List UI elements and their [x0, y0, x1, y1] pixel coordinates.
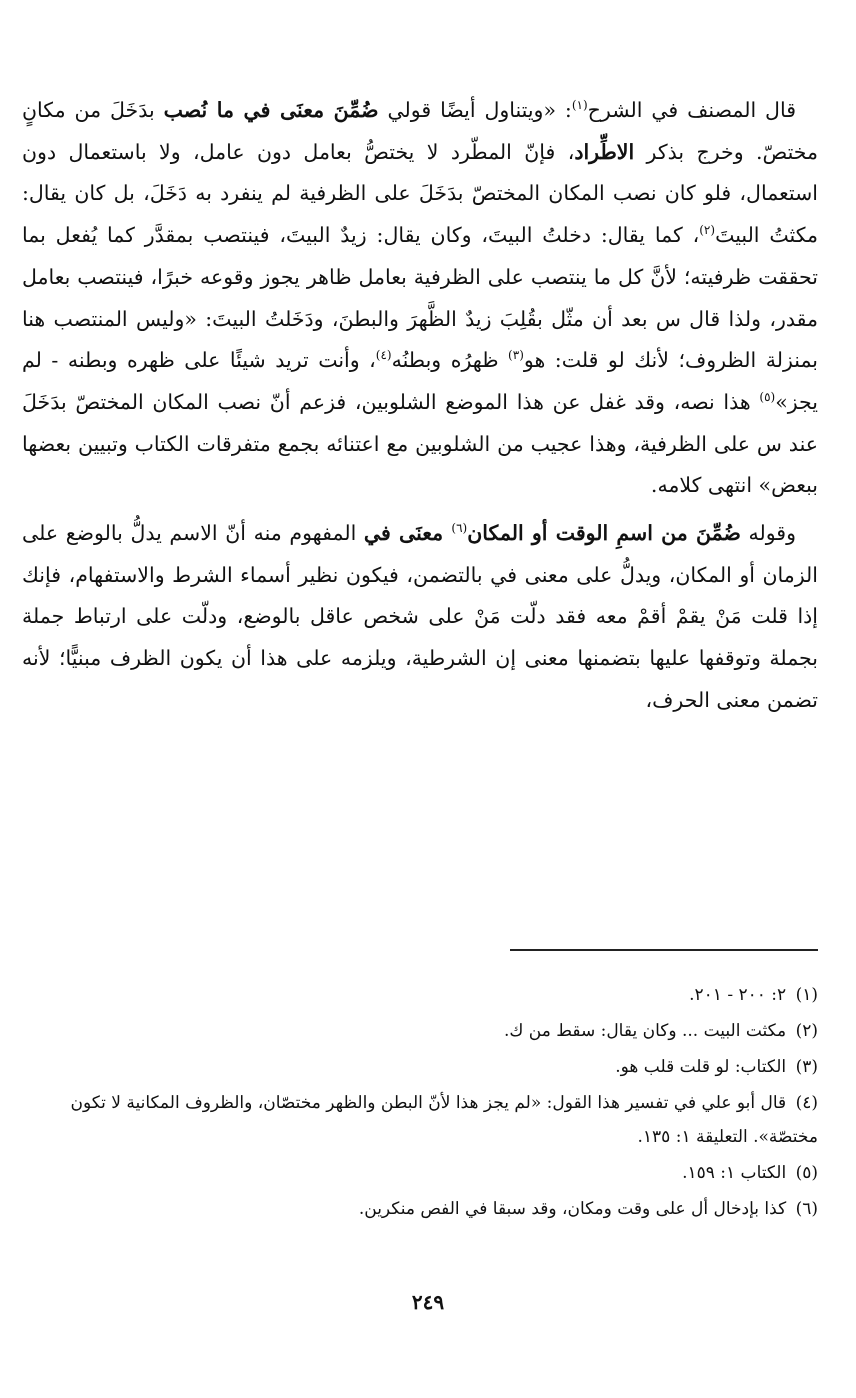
page-number: ٢٤٩ [411, 1290, 445, 1314]
footnote-ref: (٤) [375, 348, 392, 363]
bold-term: ضُمِّنَ معنَى في ما نُصب [163, 98, 379, 122]
footnote-number: (٥) [795, 1163, 818, 1183]
footnote-number: (٦) [795, 1199, 818, 1219]
text-run: بدَخَلَ من مكانٍ مختصّ. وخرج بذكر [22, 98, 818, 164]
footnote-ref: (١) [571, 98, 588, 113]
footnotes [22, 978, 818, 1228]
text-run: ، فإنّ المطّرد لا يختصُّ بعامل دون عامل، ولا باستعمال دون استعمال، فلو كان نصب المكان المختصّ بدَخَلَ على الظرفية لم ينفرد به دَخَلَ، بل كان يقال: مكثتُ البيتَ [22, 139, 818, 248]
footnote [22, 1156, 818, 1190]
paragraph-1 [22, 90, 818, 507]
footnote-number: (١) [795, 985, 818, 1005]
main-text [22, 90, 818, 722]
text-run: ، وأنت تريد شيئًا على ظهره وبطنه - لم يجز» [22, 348, 818, 414]
footnote-ref: (٦) [451, 521, 468, 536]
footnote-ref: (٥) [759, 390, 776, 405]
text-run: هذا نصه، وقد غفل عن هذا الموضع الشلوبين، فزعم أنّ نصب المكان المختصّ بدَخَلَ عند س على الظرفية، وهذا عجيب من الشلوبين مع اعتنائه بجمع متفرقات الكتاب وتبيين بعضها ببعض» انتهى كلامه. [22, 389, 818, 498]
text-run: قال المصنف في الشرح [587, 98, 796, 122]
footnote-ref: (٣) [508, 348, 524, 363]
text-run: المفهوم منه أنّ الاسم يدلُّ بالوضع على الزمان أو المكان، ويدلُّ على معنى في بالتضمن، فيكون نظير أسماء الشرط والاستفهام، فإنك إذا قلت مَنْ يقمْ أقمْ معه فقد دلّت مَنْ على شخص عاقل بالوضع، ودلّت على ارتباط جملة بجملة وتوقفها عليها بتضمنها معنى إن الشرطية، ويلزمه على هذا أن يكون الظرف مبنيًّا؛ لأنه تضمن معنى الحرف، [22, 521, 818, 712]
footnote-text: كذا بإدخال أل على وقت ومكان، وقد سبقا في الفص منكرين. [358, 1199, 787, 1219]
footnote [22, 978, 818, 1012]
footnote-text: مكثت البيت ... وكان يقال: سقط من ك. [503, 1021, 787, 1041]
footnote-number: (٤) [795, 1093, 818, 1113]
paragraph-2 [22, 513, 818, 722]
footnote-ref: (٢) [699, 223, 716, 238]
footnote-divider [510, 949, 818, 951]
footnote [22, 1086, 818, 1154]
footnote [22, 1192, 818, 1226]
text-run: : «ويتناول أيضًا قولي [378, 98, 572, 122]
footnote-text: الكتاب ١: ١٥٩. [682, 1163, 787, 1183]
footnote [22, 1050, 818, 1084]
footnote-number: (٣) [795, 1057, 818, 1077]
bold-term: الاطِّراد [574, 139, 635, 164]
bold-term: معنَى في [363, 521, 452, 546]
footnote [22, 1014, 818, 1048]
text-run: وقوله [740, 521, 797, 546]
text-run: ظهرُه وبطنُه [391, 348, 509, 373]
footnote-text: الكتاب: لو قلت قلب هو. [615, 1057, 787, 1077]
footnote-number: (٢) [795, 1021, 818, 1041]
footnote-text: قال أبو علي في تفسير هذا القول: «لم يجز هذا لأنّ البطن والظهر مختصّان، والظروف المكانية لا تكون مختصّة». التعليقة ١: ١٣٥. [70, 1093, 818, 1147]
footnote-text: ٢: ٢٠٠ - ٢٠١. [689, 985, 787, 1005]
bold-term: ضُمِّنَ من اسمِ الوقت أو المكان [467, 521, 741, 546]
text-run: ، كما يقال: دخلتُ البيتَ، وكان يقال: زيدٌ البيتَ، فينتصب بمقدَّر كما يُفعل بما تحققت ظرفيته؛ لأنَّ كل ما ينتصب على الظرفية بعامل ظاهر يجوز وقوعه خبرًا، فينتصب بعامل مقدر، ولذا قال س بعد أن مثّل بقُلِبَ زيدٌ الظَّهرَ والبطنَ، ودَخَلتُ البيتَ: «وليس المنتصب هنا بمنزلة الظروف؛ لأنك لو قلت: هو [22, 223, 818, 373]
